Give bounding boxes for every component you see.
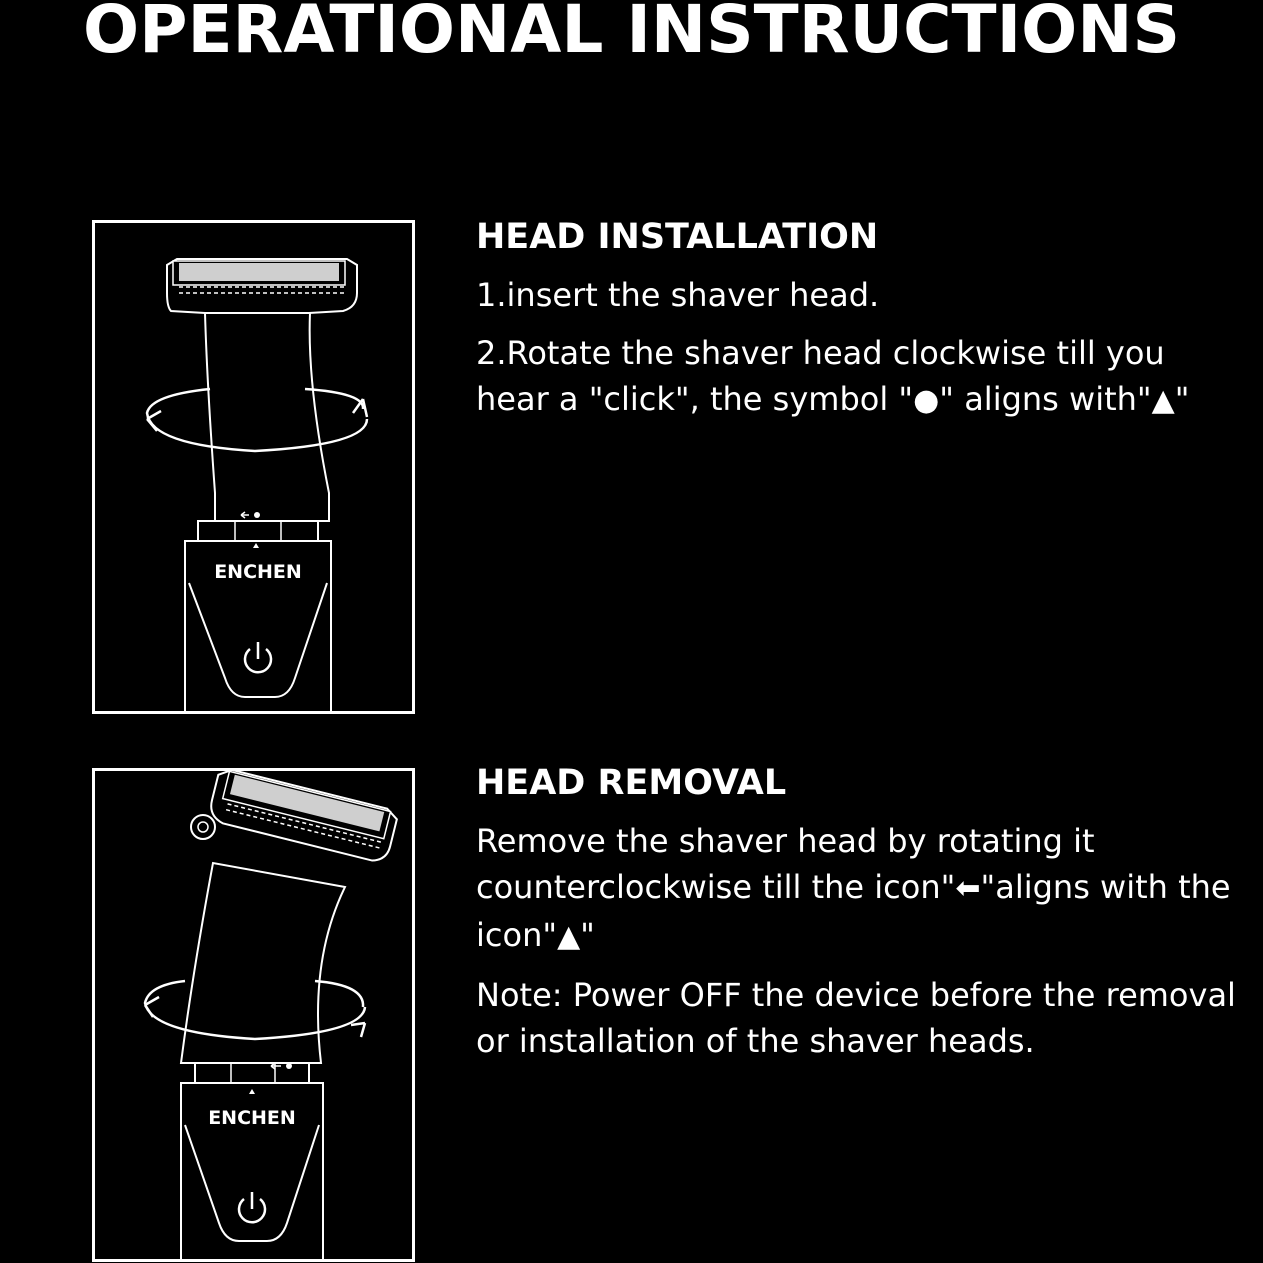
step2-text-a: 2.Rotate the shaver head clockwise till you hear a "click", the symbol ": [476, 334, 1165, 418]
installation-illustration: [92, 220, 415, 714]
removal-illustration: [92, 768, 415, 1262]
power-off-note: Note: Power OFF the device before the removal or installation of the shaver heads.: [476, 976, 1236, 1060]
installation-step-2: [476, 330, 1236, 424]
dot-icon: ●: [913, 383, 940, 418]
triangle-icon: ▲: [1151, 383, 1175, 418]
removal-heading: HEAD REMOVAL: [476, 763, 787, 803]
left-arrow-icon: ⬅: [955, 871, 981, 906]
installation-step-1: 1.insert the shaver head.: [476, 276, 880, 314]
step2-text-b: " aligns with": [939, 380, 1152, 418]
power-icon: [245, 642, 271, 672]
brand-logo: ENCHEN: [214, 561, 302, 583]
removal-text-c: ": [580, 916, 595, 954]
power-icon: [239, 1192, 265, 1222]
removal-instruction: [476, 818, 1236, 960]
triangle-icon: ▲: [557, 919, 581, 954]
page-title: OPERATIONAL INSTRUCTIONS: [82, 0, 1181, 68]
step2-text-c: ": [1174, 380, 1190, 418]
removal-text-a: Remove the shaver head by rotating it counterclockwise till the icon": [476, 822, 1095, 906]
removal-section: [476, 762, 1236, 1076]
installation-section: [476, 216, 1236, 436]
brand-logo: ENCHEN: [208, 1107, 296, 1129]
installation-heading: HEAD INSTALLATION: [476, 217, 879, 257]
removal-text-b: "aligns with the icon": [476, 868, 1231, 954]
